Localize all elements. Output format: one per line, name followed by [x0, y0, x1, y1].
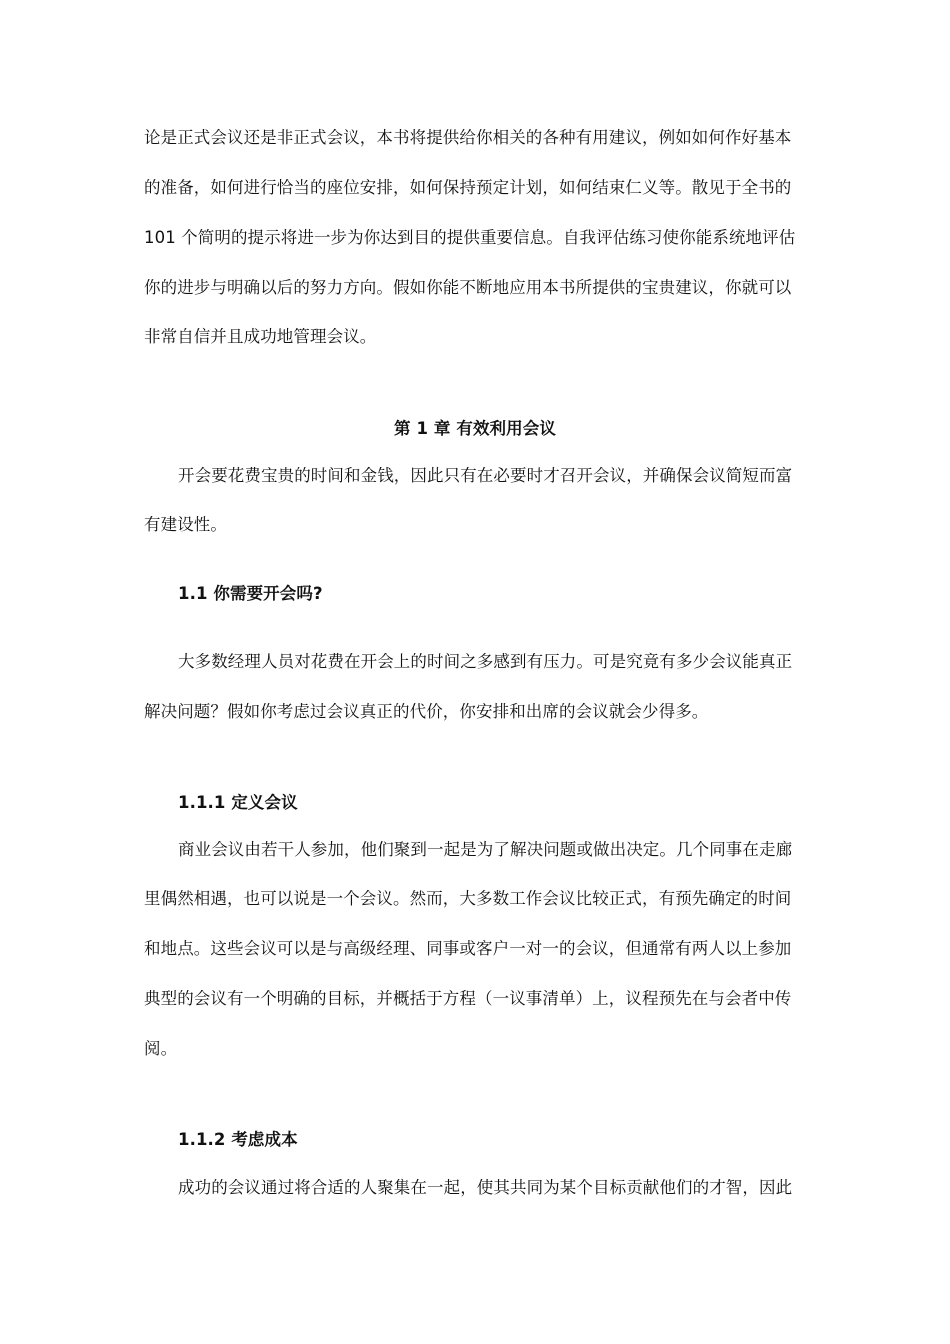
section-1-1-2-line-1: 成功的会议通过将合适的人聚集在一起，使其共同为某个目标贡献他们的才智，因此: [178, 1178, 793, 1197]
intro-line-3: 101 个简明的提示将进一步为你达到目的提供重要信息。自我评估练习使你能系统地评估: [144, 228, 796, 247]
section-1-1-2-heading: 1.1.2 考虑成本: [178, 1130, 298, 1149]
chapter-title: 第 1 章 有效利用会议: [394, 419, 556, 438]
chapter-line-1: 开会要花费宝贵的时间和金钱，因此只有在必要时才召开会议，并确保会议简短而富: [178, 466, 793, 485]
section-1-1-line-1: 大多数经理人员对花费在开会上的时间之多感到有压力。可是究竟有多少会议能真正: [178, 652, 793, 671]
intro-line-4: 你的进步与明确以后的努力方向。假如你能不断地应用本书所提供的宝贵建议，你就可以: [144, 278, 792, 297]
intro-line-1: 论是正式会议还是非正式会议，本书将提供给你相关的各种有用建议，例如如何作好基本: [144, 128, 792, 147]
section-1-1-1-line-3: 和地点。这些会议可以是与高级经理、同事或客户一对一的会议，但通常有两人以上参加: [144, 939, 792, 958]
section-1-1-heading: 1.1 你需要开会吗?: [178, 584, 323, 603]
intro-line-5: 非常自信并且成功地管理会议。: [144, 327, 377, 346]
section-1-1-1-line-2: 里偶然相遇，也可以说是一个会议。然而，大多数工作会议比较正式，有预先确定的时间: [144, 889, 792, 908]
chapter-line-2: 有建设性。: [144, 515, 227, 534]
section-1-1-1-line-4: 典型的会议有一个明确的目标，并概括于方程（一议事清单）上，议程预先在与会者中传: [144, 989, 792, 1008]
section-1-1-line-2: 解决问题？假如你考虑过会议真正的代价，你安排和出席的会议就会少得多。: [144, 702, 709, 721]
section-1-1-1-line-5: 阅。: [144, 1039, 178, 1058]
intro-line-2: 的准备，如何进行恰当的座位安排，如何保持预定计划，如何结束仁义等。散见于全书的: [144, 178, 792, 197]
section-1-1-1-heading: 1.1.1 定义会议: [178, 793, 298, 812]
section-1-1-1-line-1: 商业会议由若干人参加，他们聚到一起是为了解决问题或做出决定。几个同事在走廊: [178, 840, 793, 859]
